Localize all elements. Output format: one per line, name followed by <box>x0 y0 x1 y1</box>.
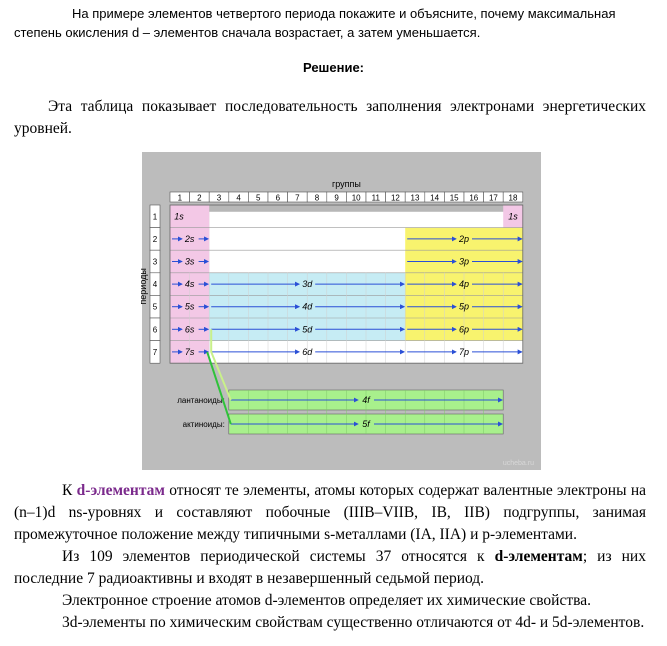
p1-post: относят те элементы, атомы которых содержат валентные электроны на (n–1)d ns-уровнях и составляют побочные (IIIB–VIIB, IB, IIB) подгруппы, занимая промежуточное положение между типичными s-металлами (IA, IIA) и p-элементами. <box>14 482 646 543</box>
p-label: 6p <box>458 324 470 335</box>
period-number: 5 <box>152 302 158 312</box>
task-text <box>14 4 659 42</box>
d-label: 5d <box>302 324 313 335</box>
group-number: 4 <box>236 193 241 203</box>
group-number: 9 <box>334 193 339 203</box>
s-label: 1s <box>174 211 184 222</box>
p-label: 4p <box>458 279 470 290</box>
d-label: 6d <box>302 346 313 357</box>
s-label: 6s <box>184 324 195 335</box>
group-number: 11 <box>371 193 380 203</box>
d-label: 4d <box>302 301 313 312</box>
p2-post: ; из них последние 7 радиоактивны и входят в незавершенный седьмой период. <box>14 548 646 587</box>
group-number: 1 <box>177 193 183 203</box>
s-label: 5s <box>184 301 195 312</box>
group-number: 18 <box>508 193 518 203</box>
f-label: 4f <box>362 395 370 405</box>
group-number: 3 <box>216 193 222 203</box>
period-number: 7 <box>152 347 158 357</box>
s-label: 3s <box>184 256 195 267</box>
paragraph-d-elements <box>14 480 646 546</box>
p-label: 3p <box>458 256 470 267</box>
p2-pre: Из 109 элементов периодической системы 37 относятся к <box>62 548 495 565</box>
d-label: 3d <box>302 279 313 290</box>
group-number: 10 <box>351 193 361 203</box>
term-d-elements-2: d-элементам <box>494 548 583 565</box>
group-number: 13 <box>410 193 420 203</box>
periods-label: периоды <box>138 268 148 305</box>
p-label: 2p <box>458 233 470 244</box>
group-number: 7 <box>295 193 300 203</box>
group-number: 14 <box>430 193 440 203</box>
p1-pre: К <box>62 482 77 499</box>
p-label: 5p <box>458 301 470 312</box>
paragraph-count <box>14 546 646 590</box>
group-number: 8 <box>314 193 320 203</box>
lanthanides-label: лантаноиды: <box>177 396 225 405</box>
periodic-table-svg <box>138 152 541 470</box>
period-number: 4 <box>152 280 158 290</box>
period-number: 3 <box>152 257 158 267</box>
group-number: 12 <box>390 193 400 203</box>
s-label: 2s <box>184 233 195 244</box>
period-number: 1 <box>152 212 158 222</box>
s-label: 4s <box>184 279 195 290</box>
solution-heading: Решение: <box>302 60 365 75</box>
group-number: 6 <box>275 193 281 203</box>
p-label: 7p <box>458 346 470 357</box>
task-line-2: степень окисления d – элементов сначала возрастает, а затем уменьшается. <box>14 25 481 40</box>
intro-paragraph: Эта таблица показывает последовательность заполнения электронами энергетических уровней. <box>14 98 646 137</box>
group-number: 17 <box>488 193 498 203</box>
f-label: 5f <box>362 419 370 429</box>
s-label: 7s <box>184 346 195 357</box>
group-number: 15 <box>449 193 459 203</box>
paragraph-structure: Электронное строение атомов d-элементов определяет их химические свойства. <box>62 592 591 609</box>
periodic-table-figure <box>138 152 541 470</box>
actinides-label: актиноиды: <box>182 420 225 429</box>
body-text <box>14 480 646 634</box>
paragraph-3d: 3d-элементы по химическим свойствам существенно отличаются от 4d- и 5d-элементов. <box>62 614 645 631</box>
groups-label: группы <box>331 179 361 189</box>
group-number: 5 <box>255 193 261 203</box>
period-number: 2 <box>152 234 158 244</box>
watermark: ucheba.ru <box>502 460 534 467</box>
s-label-right: 1s <box>508 211 518 222</box>
group-number: 16 <box>469 193 479 203</box>
period-number: 6 <box>152 325 158 335</box>
task-line-1: На примере элементов четвертого периода покажите и объясните, почему максимальная <box>72 6 616 21</box>
group-number: 2 <box>197 193 202 203</box>
term-d-elements: d-элементам <box>76 482 165 499</box>
